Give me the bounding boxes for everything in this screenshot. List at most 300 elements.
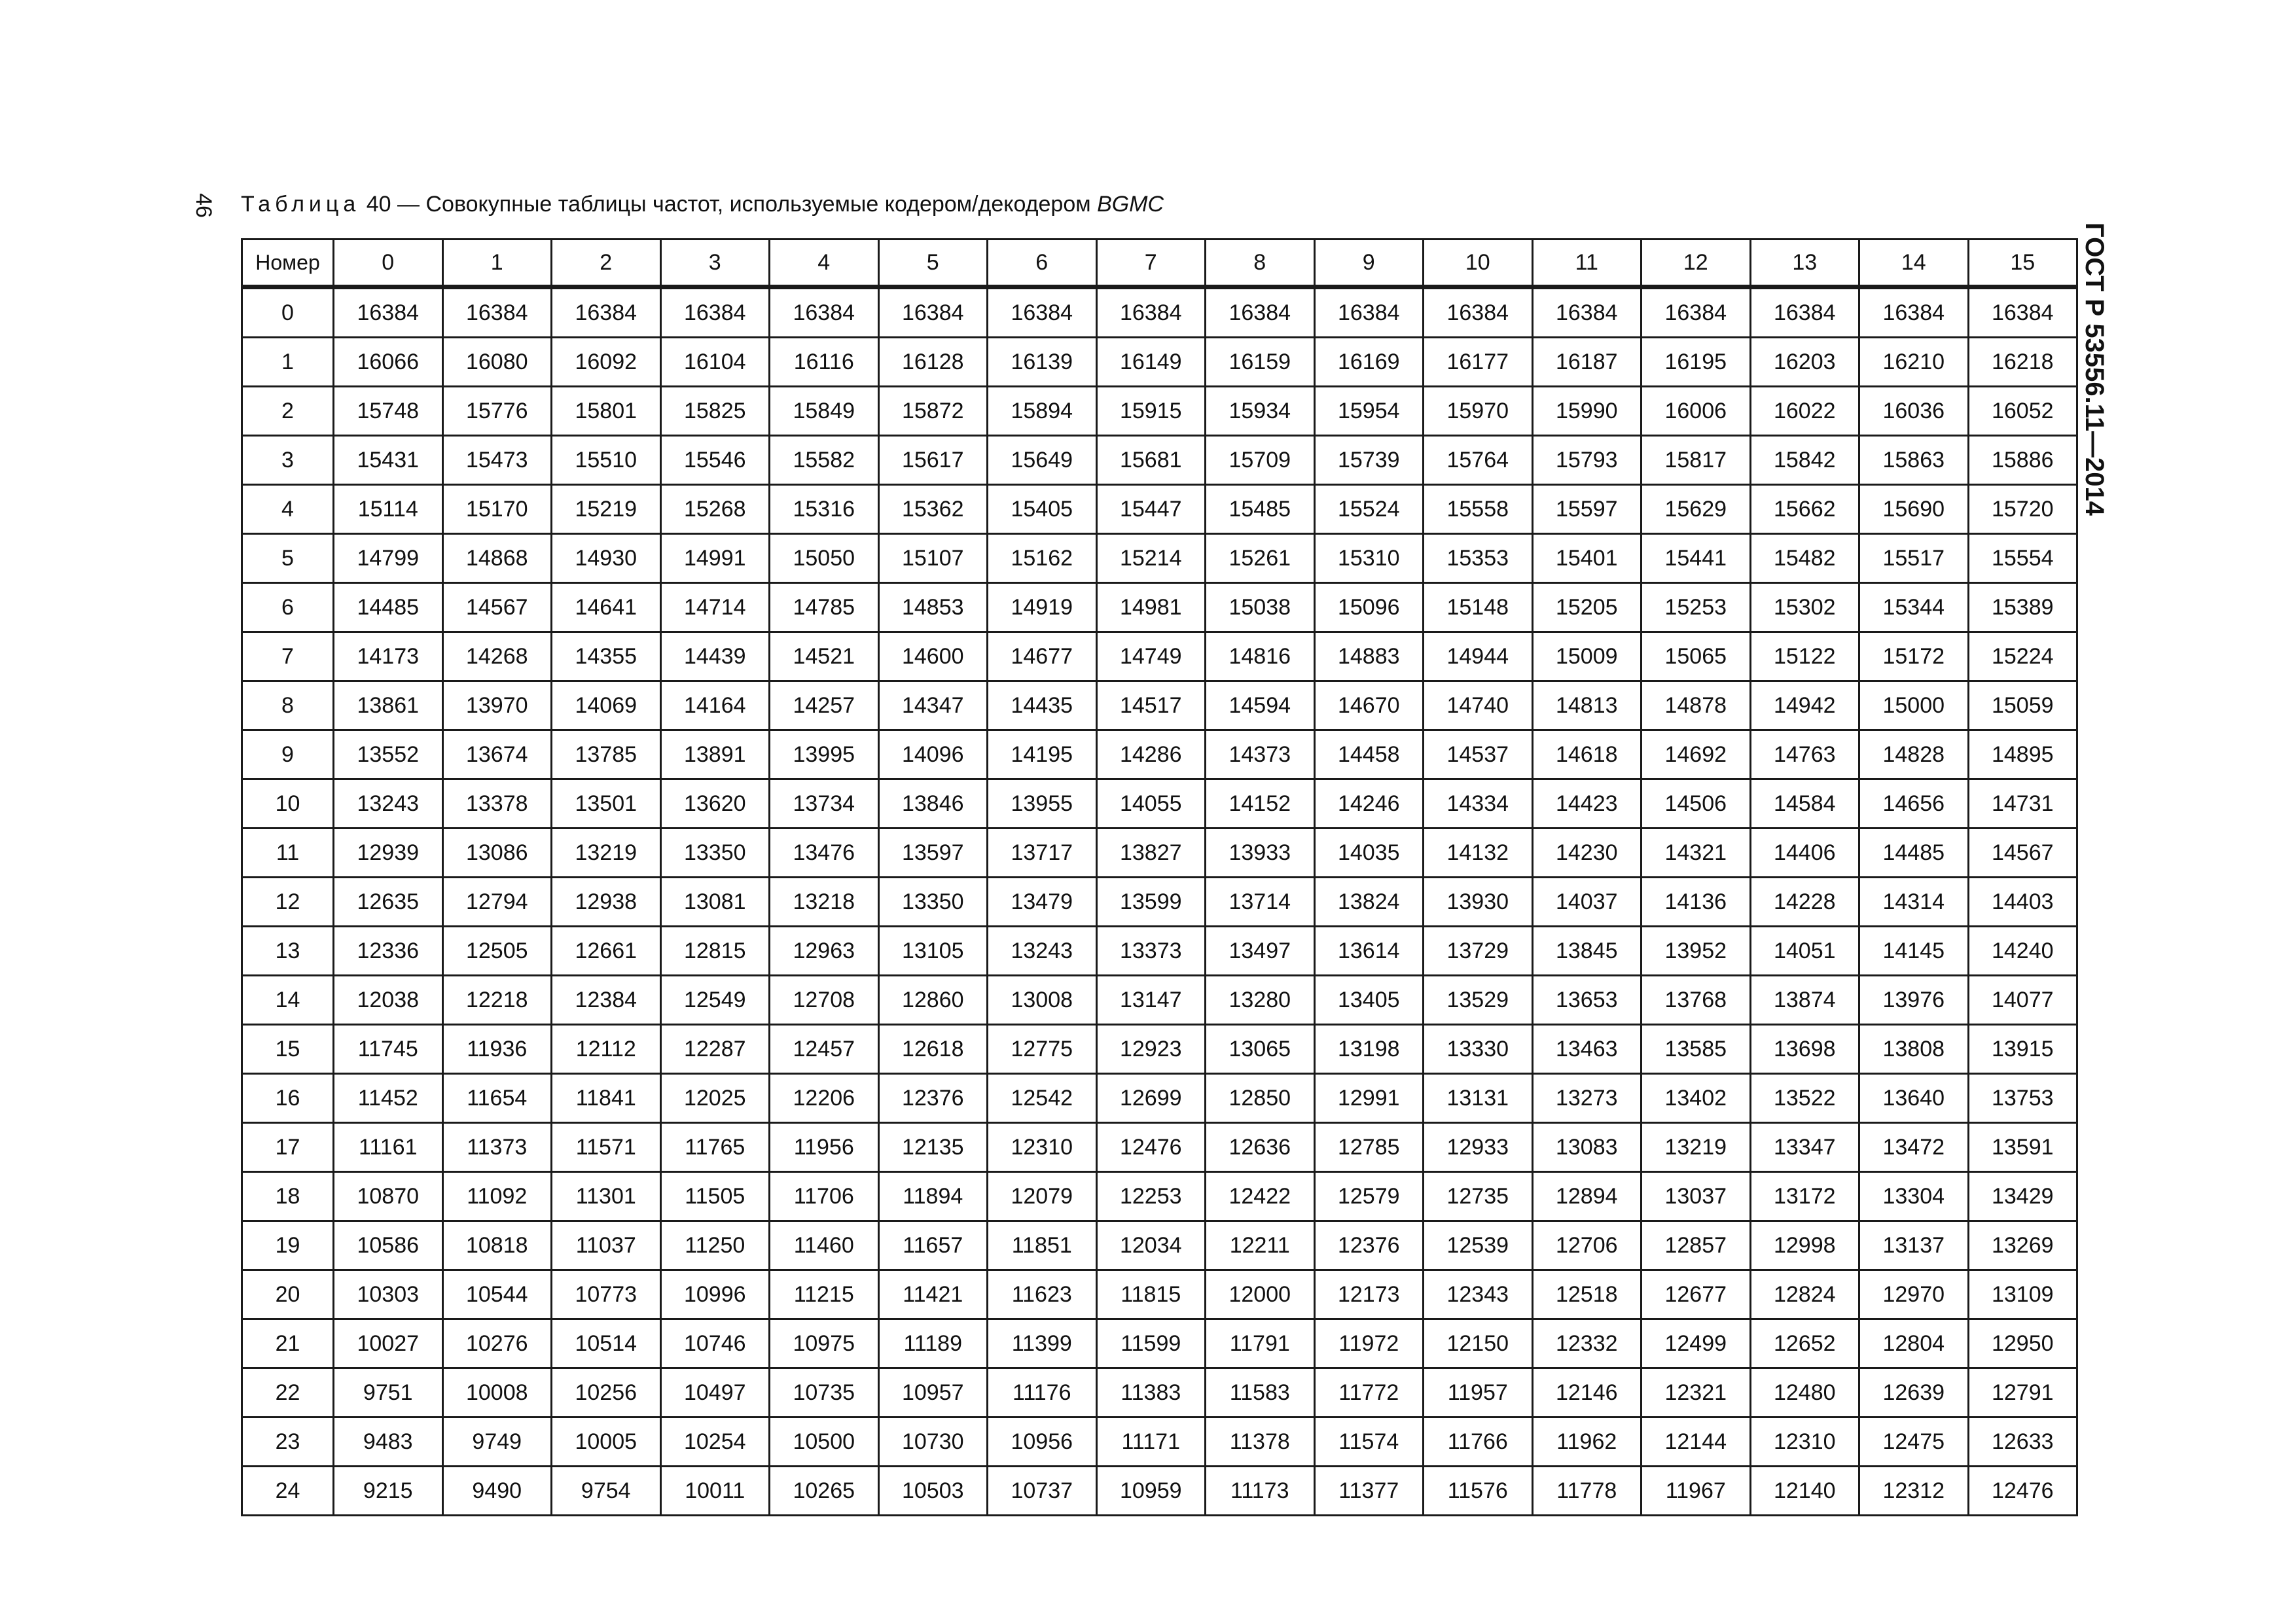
table-cell: 11576	[1424, 1467, 1533, 1516]
table-cell: 13429	[1968, 1172, 2077, 1221]
table-cell: 12505	[442, 927, 552, 976]
table-cell: 11956	[770, 1123, 879, 1172]
table-cell: 10265	[770, 1467, 879, 1516]
table-cell: 13402	[1641, 1074, 1751, 1123]
table-cell: 12480	[1750, 1368, 1859, 1418]
table-cell: 15214	[1096, 534, 1206, 583]
table-cell: 12636	[1206, 1123, 1315, 1172]
table-cell: 10303	[334, 1270, 443, 1319]
table-cell: 14347	[878, 681, 988, 730]
table-cell: 15517	[1859, 534, 1969, 583]
table-cell: 14656	[1859, 779, 1969, 829]
table-cell: 12708	[770, 976, 879, 1025]
table-cell: 12639	[1859, 1368, 1969, 1418]
table-cell: 16195	[1641, 338, 1751, 387]
page-number: 46	[190, 193, 216, 218]
table-cell: 9751	[334, 1368, 443, 1418]
table-cell: 16169	[1314, 338, 1424, 387]
table-row	[242, 878, 2077, 927]
table-row	[242, 1270, 2077, 1319]
table-cell: 14228	[1750, 878, 1859, 927]
table-cell: 12218	[442, 976, 552, 1025]
table-cell: 13219	[1641, 1123, 1751, 1172]
table-cell: 10276	[442, 1319, 552, 1368]
column-header: 7	[1096, 240, 1206, 287]
table-cell: 10011	[660, 1467, 770, 1516]
table-cell: 12794	[442, 878, 552, 927]
table-cell: 13472	[1859, 1123, 1969, 1172]
table-cell: 12150	[1424, 1319, 1533, 1368]
table-cell: 14485	[1859, 829, 1969, 878]
table-cell: 11505	[660, 1172, 770, 1221]
table-cell: 11301	[552, 1172, 661, 1221]
row-number-cell: 22	[242, 1368, 334, 1418]
table-cell: 13083	[1532, 1123, 1641, 1172]
table-cell: 13219	[552, 829, 661, 878]
table-cell: 14136	[1641, 878, 1751, 927]
table-cell: 13405	[1314, 976, 1424, 1025]
table-cell: 13585	[1641, 1025, 1751, 1074]
table-cell: 16384	[1532, 287, 1641, 338]
table-cell: 14537	[1424, 730, 1533, 779]
table-cell: 9749	[442, 1418, 552, 1467]
table-cell: 12549	[660, 976, 770, 1025]
table-cell: 11037	[552, 1221, 661, 1270]
table-cell: 14152	[1206, 779, 1315, 829]
table-cell: 14403	[1968, 878, 2077, 927]
table-cell: 12135	[878, 1123, 988, 1172]
table-cell: 15261	[1206, 534, 1315, 583]
table-cell: 15482	[1750, 534, 1859, 583]
row-number-cell: 20	[242, 1270, 334, 1319]
table-cell: 12963	[770, 927, 879, 976]
table-cell: 12618	[878, 1025, 988, 1074]
table-cell: 16104	[660, 338, 770, 387]
table-cell: 15554	[1968, 534, 2077, 583]
table-cell: 15447	[1096, 485, 1206, 534]
table-row	[242, 976, 2077, 1025]
table-cell: 12144	[1641, 1418, 1751, 1467]
table-cell: 14883	[1314, 632, 1424, 681]
column-header: 14	[1859, 240, 1969, 287]
table-cell: 12785	[1314, 1123, 1424, 1172]
row-number-cell: 1	[242, 338, 334, 387]
table-cell: 11815	[1096, 1270, 1206, 1319]
table-cell: 10735	[770, 1368, 879, 1418]
table-cell: 14334	[1424, 779, 1533, 829]
table-cell: 11460	[770, 1221, 879, 1270]
column-header: 0	[334, 240, 443, 287]
row-number-cell: 6	[242, 583, 334, 632]
table-cell: 14594	[1206, 681, 1315, 730]
table-cell: 13373	[1096, 927, 1206, 976]
table-row	[242, 681, 2077, 730]
table-cell: 15205	[1532, 583, 1641, 632]
table-cell: 14246	[1314, 779, 1424, 829]
table-cell: 13734	[770, 779, 879, 829]
table-cell: 15148	[1424, 583, 1533, 632]
column-header: 1	[442, 240, 552, 287]
table-cell: 13081	[660, 878, 770, 927]
table-cell: 13086	[442, 829, 552, 878]
table-cell: 12699	[1096, 1074, 1206, 1123]
row-number-header: Номер	[242, 240, 334, 287]
caption-text: 40 — Совокупные таблицы частот, используемые кодером/декодером	[366, 192, 1091, 217]
table-cell: 13674	[442, 730, 552, 779]
table-cell: 15934	[1206, 387, 1315, 436]
table-cell: 15617	[878, 436, 988, 485]
table-cell: 14677	[988, 632, 1097, 681]
table-cell: 14195	[988, 730, 1097, 779]
table-cell: 13529	[1424, 976, 1533, 1025]
table-row	[242, 1418, 2077, 1467]
table-cell: 10959	[1096, 1467, 1206, 1516]
table-cell: 13698	[1750, 1025, 1859, 1074]
table-cell: 12857	[1641, 1221, 1751, 1270]
table-row	[242, 287, 2077, 338]
table-cell: 16384	[770, 287, 879, 338]
table-row	[242, 1123, 2077, 1172]
table-cell: 13330	[1424, 1025, 1533, 1074]
table-cell: 16187	[1532, 338, 1641, 387]
table-cell: 13552	[334, 730, 443, 779]
table-cell: 14321	[1641, 829, 1751, 878]
table-cell: 15107	[878, 534, 988, 583]
table-row	[242, 1025, 2077, 1074]
table-cell: 14991	[660, 534, 770, 583]
table-cell: 13714	[1206, 878, 1315, 927]
table-cell: 15441	[1641, 534, 1751, 583]
table-cell: 11161	[334, 1123, 443, 1172]
table-cell: 10870	[334, 1172, 443, 1221]
table-cell: 12038	[334, 976, 443, 1025]
table-cell: 12860	[878, 976, 988, 1025]
row-number-cell: 14	[242, 976, 334, 1025]
table-cell: 11189	[878, 1319, 988, 1368]
table-cell: 15485	[1206, 485, 1315, 534]
table-cell: 14506	[1641, 779, 1751, 829]
table-cell: 15353	[1424, 534, 1533, 583]
table-row	[242, 1467, 2077, 1516]
table-cell: 15065	[1641, 632, 1751, 681]
table-cell: 12476	[1096, 1123, 1206, 1172]
table-cell: 14521	[770, 632, 879, 681]
table-cell: 16384	[1968, 287, 2077, 338]
table-cell: 14740	[1424, 681, 1533, 730]
row-number-cell: 9	[242, 730, 334, 779]
caption-codec: BGMC	[1097, 192, 1164, 217]
table-cell: 13846	[878, 779, 988, 829]
table-row	[242, 338, 2077, 387]
column-header: 6	[988, 240, 1097, 287]
table-cell: 16066	[334, 338, 443, 387]
table-cell: 13599	[1096, 878, 1206, 927]
table-cell: 12633	[1968, 1418, 2077, 1467]
table-cell: 15825	[660, 387, 770, 436]
table-cell: 14692	[1641, 730, 1751, 779]
table-cell: 16384	[1314, 287, 1424, 338]
table-cell: 16384	[1750, 287, 1859, 338]
table-cell: 10008	[442, 1368, 552, 1418]
table-cell: 12579	[1314, 1172, 1424, 1221]
table-cell: 11851	[988, 1221, 1097, 1270]
table-cell: 10957	[878, 1368, 988, 1418]
table-cell: 14895	[1968, 730, 2077, 779]
table-cell: 12384	[552, 976, 661, 1025]
table-cell: 13347	[1750, 1123, 1859, 1172]
table-cell: 13065	[1206, 1025, 1315, 1074]
table-cell: 12146	[1532, 1368, 1641, 1418]
row-number-cell: 17	[242, 1123, 334, 1172]
table-cell: 12661	[552, 927, 661, 976]
table-cell: 15709	[1206, 436, 1315, 485]
table-cell: 13037	[1641, 1172, 1751, 1221]
table-cell: 16177	[1424, 338, 1533, 387]
table-cell: 15000	[1859, 681, 1969, 730]
column-header: 4	[770, 240, 879, 287]
table-cell: 11574	[1314, 1418, 1424, 1467]
table-cell: 11706	[770, 1172, 879, 1221]
table-cell: 15894	[988, 387, 1097, 436]
table-cell: 11571	[552, 1123, 661, 1172]
table-cell: 14268	[442, 632, 552, 681]
table-cell: 12310	[1750, 1418, 1859, 1467]
table-cell: 12938	[552, 878, 661, 927]
table-cell: 10544	[442, 1270, 552, 1319]
table-cell: 12652	[1750, 1319, 1859, 1368]
table-cell: 13243	[988, 927, 1097, 976]
table-cell: 14868	[442, 534, 552, 583]
table-cell: 15344	[1859, 583, 1969, 632]
table-cell: 13597	[878, 829, 988, 878]
table-cell: 11657	[878, 1221, 988, 1270]
table-cell: 13280	[1206, 976, 1315, 1025]
table-cell: 15690	[1859, 485, 1969, 534]
table-cell: 16036	[1859, 387, 1969, 436]
caption-label: Таблица	[241, 192, 361, 217]
column-header: 15	[1968, 240, 2077, 287]
table-cell: 12804	[1859, 1319, 1969, 1368]
table-cell: 12457	[770, 1025, 879, 1074]
table-cell: 13620	[660, 779, 770, 829]
table-cell: 14942	[1750, 681, 1859, 730]
table-cell: 14799	[334, 534, 443, 583]
table-cell: 12542	[988, 1074, 1097, 1123]
table-cell: 11373	[442, 1123, 552, 1172]
table-row	[242, 534, 2077, 583]
table-row	[242, 927, 2077, 976]
table-cell: 14406	[1750, 829, 1859, 878]
table-cell: 15114	[334, 485, 443, 534]
table-cell: 11967	[1641, 1467, 1751, 1516]
table-cell: 14816	[1206, 632, 1315, 681]
table-cell: 13729	[1424, 927, 1533, 976]
table-cell: 13995	[770, 730, 879, 779]
table-cell: 15431	[334, 436, 443, 485]
table-cell: 11972	[1314, 1319, 1424, 1368]
table-caption	[241, 190, 1164, 219]
table-cell: 12539	[1424, 1221, 1533, 1270]
table-cell: 15863	[1859, 436, 1969, 485]
table-cell: 11772	[1314, 1368, 1424, 1418]
table-cell: 16139	[988, 338, 1097, 387]
table-cell: 10254	[660, 1418, 770, 1467]
table-cell: 16384	[442, 287, 552, 338]
table-row	[242, 485, 2077, 534]
table-cell: 16203	[1750, 338, 1859, 387]
table-cell: 12310	[988, 1123, 1097, 1172]
table-cell: 13137	[1859, 1221, 1969, 1270]
table-cell: 15842	[1750, 436, 1859, 485]
table-cell: 14670	[1314, 681, 1424, 730]
table-cell: 15954	[1314, 387, 1424, 436]
table-cell: 12336	[334, 927, 443, 976]
table-cell: 13109	[1968, 1270, 2077, 1319]
table-cell: 15970	[1424, 387, 1533, 436]
row-number-cell: 15	[242, 1025, 334, 1074]
table-cell: 12000	[1206, 1270, 1315, 1319]
table-cell: 14828	[1859, 730, 1969, 779]
column-header: 12	[1641, 240, 1751, 287]
table-cell: 13827	[1096, 829, 1206, 878]
table-cell: 10746	[660, 1319, 770, 1368]
table-cell: 15162	[988, 534, 1097, 583]
table-cell: 10737	[988, 1467, 1097, 1516]
table-cell: 13198	[1314, 1025, 1424, 1074]
table-cell: 10975	[770, 1319, 879, 1368]
table-cell: 13808	[1859, 1025, 1969, 1074]
table-cell: 15170	[442, 485, 552, 534]
table-cell: 13479	[988, 878, 1097, 927]
table-cell: 11841	[552, 1074, 661, 1123]
table-cell: 14919	[988, 583, 1097, 632]
row-number-cell: 0	[242, 287, 334, 338]
table-cell: 15546	[660, 436, 770, 485]
table-cell: 13463	[1532, 1025, 1641, 1074]
table-cell: 15389	[1968, 583, 2077, 632]
table-row	[242, 730, 2077, 779]
table-cell: 14749	[1096, 632, 1206, 681]
table-cell: 15219	[552, 485, 661, 534]
table-cell: 14930	[552, 534, 661, 583]
table-cell: 12518	[1532, 1270, 1641, 1319]
table-cell: 15776	[442, 387, 552, 436]
table-cell: 10956	[988, 1418, 1097, 1467]
table-cell: 12079	[988, 1172, 1097, 1221]
table-cell: 13952	[1641, 927, 1751, 976]
table-cell: 14641	[552, 583, 661, 632]
table-cell: 12206	[770, 1074, 879, 1123]
row-number-cell: 18	[242, 1172, 334, 1221]
table-cell: 13614	[1314, 927, 1424, 976]
table-cell: 15817	[1641, 436, 1751, 485]
table-cell: 12475	[1859, 1418, 1969, 1467]
table-cell: 14944	[1424, 632, 1533, 681]
table-cell: 10730	[878, 1418, 988, 1467]
table-cell: 12706	[1532, 1221, 1641, 1270]
row-number-cell: 7	[242, 632, 334, 681]
table-cell: 16080	[442, 338, 552, 387]
table-cell: 12850	[1206, 1074, 1315, 1123]
table-cell: 14051	[1750, 927, 1859, 976]
table-cell: 11654	[442, 1074, 552, 1123]
table-cell: 13824	[1314, 878, 1424, 927]
table-cell: 11791	[1206, 1319, 1315, 1368]
table-cell: 14055	[1096, 779, 1206, 829]
row-number-cell: 10	[242, 779, 334, 829]
table-cell: 15662	[1750, 485, 1859, 534]
table-row	[242, 1172, 2077, 1221]
table-cell: 12025	[660, 1074, 770, 1123]
table-cell: 13955	[988, 779, 1097, 829]
table-cell: 16384	[1859, 287, 1969, 338]
table-cell: 12815	[660, 927, 770, 976]
table-cell: 13861	[334, 681, 443, 730]
table-cell: 16384	[1096, 287, 1206, 338]
table-cell: 16052	[1968, 387, 2077, 436]
table-cell: 11377	[1314, 1467, 1424, 1516]
table-cell: 14069	[552, 681, 661, 730]
table-cell: 12332	[1532, 1319, 1641, 1368]
table-cell: 16128	[878, 338, 988, 387]
table-cell: 11383	[1096, 1368, 1206, 1418]
table-cell: 13243	[334, 779, 443, 829]
table-cell: 10500	[770, 1418, 879, 1467]
table-cell: 14164	[660, 681, 770, 730]
column-header: 11	[1532, 240, 1641, 287]
table-cell: 14763	[1750, 730, 1859, 779]
row-number-cell: 21	[242, 1319, 334, 1368]
table-cell: 11765	[660, 1123, 770, 1172]
table-cell: 11599	[1096, 1319, 1206, 1368]
table-cell: 14813	[1532, 681, 1641, 730]
table-cell: 13350	[660, 829, 770, 878]
table-cell: 14096	[878, 730, 988, 779]
table-cell: 13304	[1859, 1172, 1969, 1221]
table-cell: 12939	[334, 829, 443, 878]
table-cell: 13172	[1750, 1172, 1859, 1221]
table-row	[242, 1368, 2077, 1418]
table-cell: 14439	[660, 632, 770, 681]
table-cell: 14981	[1096, 583, 1206, 632]
table-cell: 14257	[770, 681, 879, 730]
table-cell: 13717	[988, 829, 1097, 878]
table-cell: 12824	[1750, 1270, 1859, 1319]
table-cell: 13476	[770, 829, 879, 878]
table-cell: 15473	[442, 436, 552, 485]
table-cell: 16384	[878, 287, 988, 338]
table-cell: 14037	[1532, 878, 1641, 927]
column-header: 3	[660, 240, 770, 287]
table-cell: 14230	[1532, 829, 1641, 878]
table-cell: 15990	[1532, 387, 1641, 436]
table-cell: 10256	[552, 1368, 661, 1418]
table-cell: 12677	[1641, 1270, 1751, 1319]
table-cell: 14567	[1968, 829, 2077, 878]
column-header: 9	[1314, 240, 1424, 287]
table-cell: 9483	[334, 1418, 443, 1467]
table-cell: 13269	[1968, 1221, 2077, 1270]
table-cell: 13591	[1968, 1123, 2077, 1172]
table-cell: 16092	[552, 338, 661, 387]
column-header: 2	[552, 240, 661, 287]
table-cell: 13976	[1859, 976, 1969, 1025]
column-header: 13	[1750, 240, 1859, 287]
table-cell: 12211	[1206, 1221, 1315, 1270]
table-cell: 11421	[878, 1270, 988, 1319]
table-cell: 10027	[334, 1319, 443, 1368]
table-cell: 12923	[1096, 1025, 1206, 1074]
